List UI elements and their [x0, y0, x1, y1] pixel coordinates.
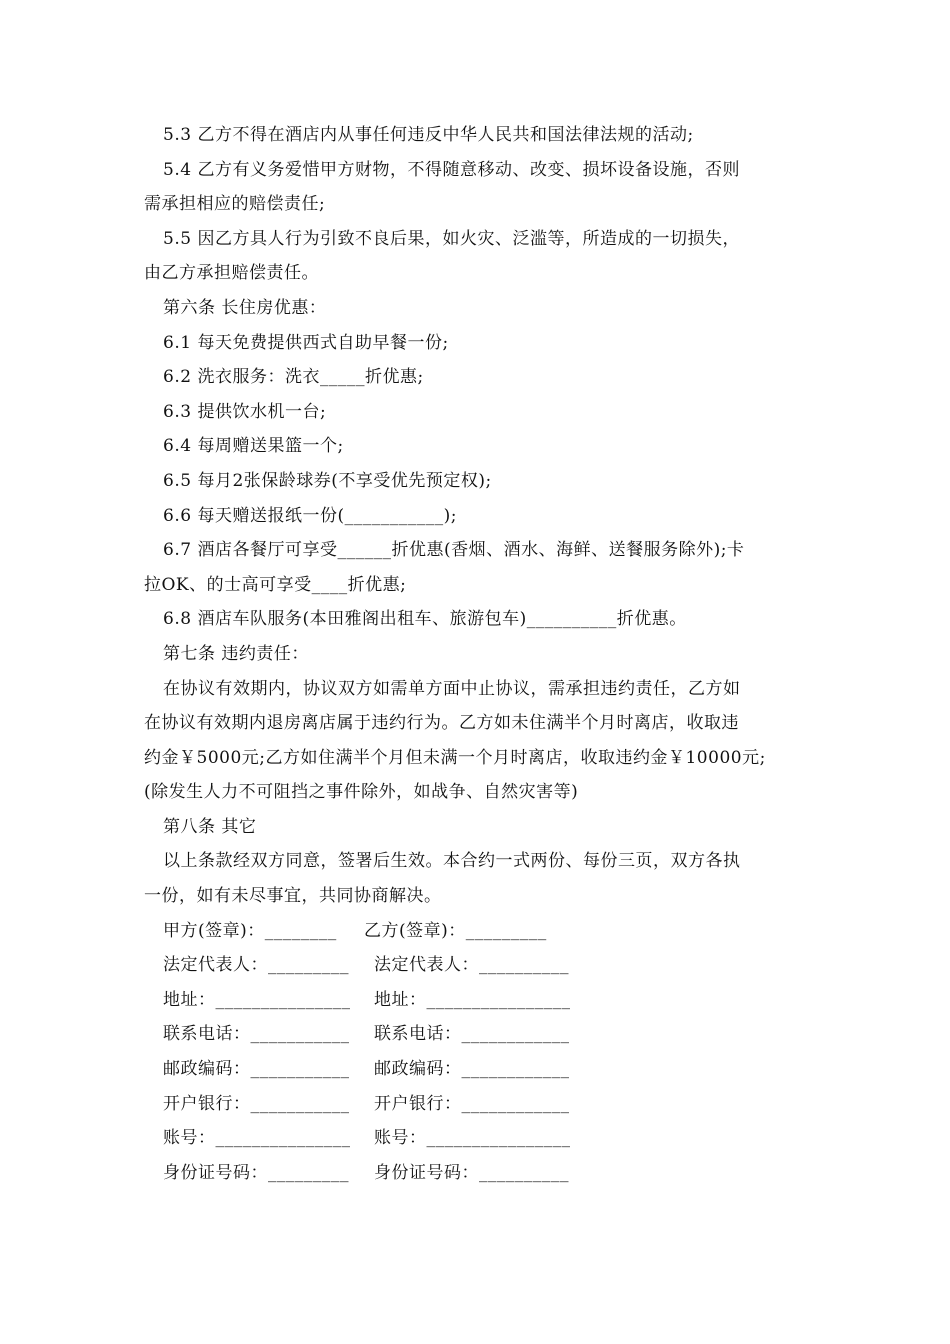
signature-row: [0, 983, 950, 1018]
signature-row: [0, 914, 950, 949]
contract-line: 6.4 每周赠送果篮一个;: [163, 436, 344, 457]
contract-line: 6.7 酒店各餐厅可享受______折优惠(香烟、酒水、海鲜、送餐服务除外);卡: [163, 540, 745, 561]
contract-line: 拉OK、的士高可享受____折优惠;: [144, 574, 407, 595]
party-a-field: 联系电话：___________: [163, 1024, 350, 1045]
signature-row: [0, 1052, 950, 1087]
signature-block: [0, 914, 950, 1191]
contract-line: 一份，如有未尽事宜，共同协商解决。: [144, 886, 442, 907]
contract-line: 6.2 洗衣服务：洗衣_____折优惠;: [163, 367, 424, 388]
contract-line: 6.8 酒店车队服务(本田雅阁出租车、旅游包车)__________折优惠。: [163, 609, 687, 630]
party-a-field: 开户银行：___________: [163, 1093, 350, 1114]
contract-line: 以上条款经双方同意，签署后生效。本合约一式两份、每份三页，双方各执: [163, 851, 741, 872]
contract-line: 约金￥5000元;乙方如住满半个月但未满一个月时离店，收取违约金￥10000元;: [144, 747, 766, 768]
party-a-field: 身份证号码：_________: [163, 1162, 349, 1183]
party-a-field: 地址：_______________: [163, 989, 351, 1010]
contract-line: 5.3 乙方不得在酒店内从事任何违反中华人民共和国法律法规的活动;: [163, 125, 694, 145]
signature-row: [0, 1017, 950, 1052]
contract-line: 在协议有效期内，协议双方如需单方面中止协议，需承担违约责任，乙方如: [163, 678, 741, 699]
contract-line: 6.1 每天免费提供西式自助早餐一份;: [163, 332, 449, 353]
contract-line: 在协议有效期内退房离店属于违约行为。乙方如未住满半个月时离店，收取违: [144, 713, 739, 734]
party-b-field: 地址：________________: [374, 989, 571, 1010]
contract-line: 需承担相应的赔偿责任;: [144, 194, 326, 215]
party-a-field: 账号：_______________: [163, 1128, 351, 1149]
signature-row: [0, 948, 950, 983]
party-b-field: 身份证号码：__________: [374, 1162, 569, 1183]
contract-line: 第七条 违约责任：: [163, 643, 309, 664]
party-b-field: 邮政编码：____________: [374, 1059, 570, 1080]
party-a-field: 甲方(签章)：________: [163, 920, 337, 941]
contract-line: 5.4 乙方有义务爱惜甲方财物，不得随意移动、改变、损坏设备设施，否则: [163, 159, 740, 180]
party-b-field: 联系电话：____________: [374, 1024, 570, 1045]
party-b-field: 开户银行：____________: [374, 1093, 570, 1114]
signature-row: [0, 1087, 950, 1122]
contract-line: 第六条 长住房优惠：: [163, 297, 327, 318]
contract-line: 6.3 提供饮水机一台;: [163, 401, 327, 422]
contract-line: 由乙方承担赔偿责任。: [144, 263, 319, 284]
contract-line: 5.5 因乙方具人行为引致不良后果，如火灾、泛滥等，所造成的一切损失，: [163, 228, 740, 249]
signature-row: [0, 1121, 950, 1156]
contract-line: 6.6 每天赠送报纸一份(___________);: [163, 505, 457, 526]
party-b-field: 乙方(签章)：_________: [364, 920, 547, 941]
contract-page: [0, 118, 950, 1190]
contract-body: [0, 118, 950, 914]
party-a-field: 邮政编码：___________: [163, 1059, 350, 1080]
contract-line: (除发生人力不可阻挡之事件除外，如战争、自然灾害等): [144, 782, 579, 803]
party-a-field: 法定代表人：_________: [163, 955, 349, 976]
signature-row: [0, 1156, 950, 1191]
party-b-field: 账号：________________: [374, 1128, 571, 1149]
contract-line: 第八条 其它: [163, 816, 257, 837]
party-b-field: 法定代表人：__________: [374, 955, 569, 976]
contract-line: 6.5 每月2张保龄球券(不享受优先预定权);: [163, 470, 492, 491]
